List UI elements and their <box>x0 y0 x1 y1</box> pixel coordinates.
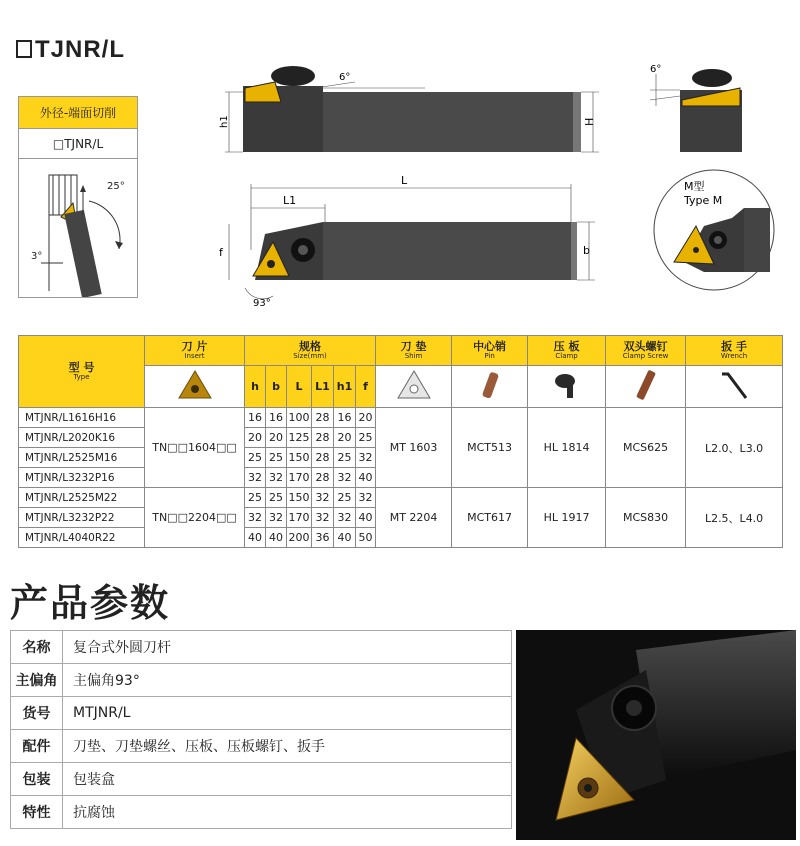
size-h1-cell: 40 <box>334 528 356 548</box>
size-b-cell: 25 <box>266 488 287 508</box>
spec-table <box>18 335 783 548</box>
model-cell: MTJNR/L2020K16 <box>19 428 145 448</box>
param-key: 特性 <box>11 796 63 829</box>
side-angle-label: 6° <box>650 64 662 75</box>
size-L1-cell: 28 <box>312 408 334 428</box>
param-row <box>11 730 512 763</box>
params-table <box>10 630 512 829</box>
header-wrench: 扳 手 Wrench <box>686 336 783 366</box>
size-h1-cell: 32 <box>334 508 356 528</box>
size-L1-cell: 28 <box>312 428 334 448</box>
angle-25-label: 25° <box>107 181 125 192</box>
size-f-cell: 40 <box>356 508 376 528</box>
table-row <box>19 408 783 428</box>
param-row <box>11 664 512 697</box>
size-col-L1: L1 <box>312 366 334 408</box>
size-f-cell: 50 <box>356 528 376 548</box>
param-key: 名称 <box>11 631 63 664</box>
size-b-cell: 16 <box>266 408 287 428</box>
clamp-cell: HL 1917 <box>528 488 606 548</box>
size-L1-cell: 28 <box>312 468 334 488</box>
top-angle-label: 6° <box>339 72 351 83</box>
f-label: f <box>219 246 223 259</box>
size-h-cell: 32 <box>245 468 266 488</box>
insert-icon <box>145 366 245 408</box>
operation-code: □TJNR/L <box>19 129 137 159</box>
size-h1-cell: 25 <box>334 448 356 468</box>
param-key: 包装 <box>11 763 63 796</box>
angle93-label: 93° <box>253 298 271 309</box>
H-label: H <box>583 117 596 126</box>
param-row <box>11 796 512 829</box>
size-h1-cell: 16 <box>334 408 356 428</box>
insert-cell: TN□□1604□□ <box>145 408 245 488</box>
size-f-cell: 40 <box>356 468 376 488</box>
clamp-screw-icon <box>606 366 686 408</box>
shim-icon <box>376 366 452 408</box>
size-L-cell: 150 <box>287 448 312 468</box>
size-h-cell: 32 <box>245 508 266 528</box>
size-f-cell: 32 <box>356 448 376 468</box>
model-cell: MTJNR/L3232P22 <box>19 508 145 528</box>
size-f-cell: 32 <box>356 488 376 508</box>
param-key: 主偏角 <box>11 664 63 697</box>
size-L1-cell: 32 <box>312 508 334 528</box>
shim-cell: MT 1603 <box>376 408 452 488</box>
section-title: 产品参数 <box>10 581 171 625</box>
header-clamp-screw: 双头螺钉 Clamp Screw <box>606 336 686 366</box>
size-L1-cell: 28 <box>312 448 334 468</box>
param-value: 刀垫、刀垫螺丝、压板、压板螺钉、扳手 <box>63 730 512 763</box>
size-b-cell: 25 <box>266 448 287 468</box>
param-value: 包装盒 <box>63 763 512 796</box>
param-row <box>11 763 512 796</box>
size-h1-cell: 20 <box>334 428 356 448</box>
size-h-cell: 25 <box>245 488 266 508</box>
size-L-cell: 125 <box>287 428 312 448</box>
wrench-icon <box>686 366 783 408</box>
clamp-screw-cell: MCS830 <box>606 488 686 548</box>
param-key: 货号 <box>11 697 63 730</box>
type-m-en-label: Type M <box>684 194 723 207</box>
type-m-detail <box>644 168 784 292</box>
size-h-cell: 16 <box>245 408 266 428</box>
size-L1-cell: 36 <box>312 528 334 548</box>
clamp-screw-cell: MCS625 <box>606 408 686 488</box>
size-h-cell: 40 <box>245 528 266 548</box>
clamp-cell: HL 1814 <box>528 408 606 488</box>
param-value: 主偏角93° <box>63 664 512 697</box>
tool-side-view <box>640 60 760 160</box>
model-cell: MTJNR/L2525M22 <box>19 488 145 508</box>
tool-plan-view <box>215 170 615 310</box>
tool-top-view <box>215 66 605 166</box>
size-f-cell: 25 <box>356 428 376 448</box>
size-L-cell: 150 <box>287 488 312 508</box>
angle-3-label: 3° <box>31 251 43 262</box>
param-value: 抗腐蚀 <box>63 796 512 829</box>
header-insert: 刀 片 Insert <box>145 336 245 366</box>
L1-label: L1 <box>283 194 297 207</box>
model-cell: MTJNR/L4040R22 <box>19 528 145 548</box>
operation-header: 外径-端面切削 <box>19 97 137 129</box>
title-box-icon <box>16 40 32 58</box>
header-type: 型 号 Type <box>19 336 145 408</box>
size-L-cell: 100 <box>287 408 312 428</box>
b-label: b <box>583 244 590 257</box>
pin-cell: MCT513 <box>452 408 528 488</box>
header-shim: 刀 垫 Shim <box>376 336 452 366</box>
wrench-cell: L2.0、L3.0 <box>686 408 783 488</box>
size-h-cell: 20 <box>245 428 266 448</box>
param-value: MTJNR/L <box>63 697 512 730</box>
size-col-L: L <box>287 366 312 408</box>
pin-icon <box>452 366 528 408</box>
size-L-cell: 170 <box>287 508 312 528</box>
size-b-cell: 40 <box>266 528 287 548</box>
header-size: 规格 Size(mm) <box>245 336 376 366</box>
product-photo <box>516 630 796 840</box>
table-row <box>19 488 783 508</box>
size-h1-cell: 32 <box>334 468 356 488</box>
header-clamp: 压 板 Clamp <box>528 336 606 366</box>
size-b-cell: 32 <box>266 468 287 488</box>
size-b-cell: 20 <box>266 428 287 448</box>
param-row <box>11 697 512 730</box>
shim-cell: MT 2204 <box>376 488 452 548</box>
size-col-f: f <box>356 366 376 408</box>
type-m-cn-label: M型 <box>684 180 705 193</box>
header-pin: 中心销 Pin <box>452 336 528 366</box>
size-h1-cell: 25 <box>334 488 356 508</box>
param-value: 复合式外圆刀杆 <box>63 631 512 664</box>
clamp-icon <box>528 366 606 408</box>
operation-diagram <box>19 159 137 297</box>
param-row <box>11 631 512 664</box>
pin-cell: MCT617 <box>452 488 528 548</box>
size-L-cell: 200 <box>287 528 312 548</box>
page-title: TJNR/L <box>16 36 125 64</box>
size-col-h1: h1 <box>334 366 356 408</box>
param-key: 配件 <box>11 730 63 763</box>
model-cell: MTJNR/L2525M16 <box>19 448 145 468</box>
wrench-cell: L2.5、L4.0 <box>686 488 783 548</box>
L-label: L <box>401 174 408 187</box>
size-L-cell: 170 <box>287 468 312 488</box>
h1-label: h1 <box>219 115 230 128</box>
size-col-h: h <box>245 366 266 408</box>
size-f-cell: 20 <box>356 408 376 428</box>
model-cell: MTJNR/L1616H16 <box>19 408 145 428</box>
insert-cell: TN□□2204□□ <box>145 488 245 548</box>
operation-card <box>18 96 138 298</box>
size-L1-cell: 32 <box>312 488 334 508</box>
size-h-cell: 25 <box>245 448 266 468</box>
size-col-b: b <box>266 366 287 408</box>
model-cell: MTJNR/L3232P16 <box>19 468 145 488</box>
size-b-cell: 32 <box>266 508 287 528</box>
